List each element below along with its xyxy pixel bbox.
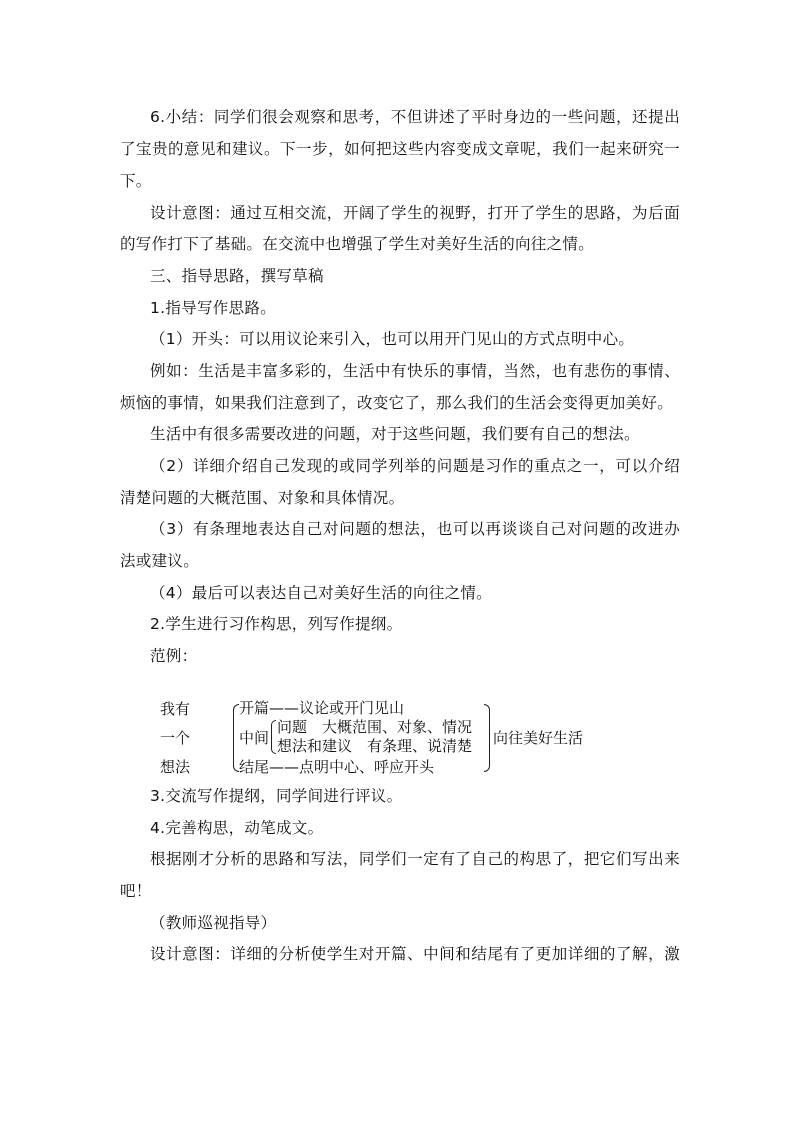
- paragraph-line: （教师巡视指导）: [150, 914, 277, 932]
- paragraph-line: 例如：生活是丰富多彩的，生活中有快乐的事情，当然，也有悲伤的事情、: [150, 362, 680, 380]
- paragraph-line: 范例：: [150, 647, 198, 665]
- paragraph-line: 下。: [120, 172, 152, 190]
- paragraph-line: 3.交流写作提纲，同学间进行评议。: [150, 787, 403, 805]
- outline-opening: 开篇——议论或开门见山: [239, 699, 405, 717]
- outline-conclusion: 向往美好生活: [493, 729, 584, 747]
- paragraph-line: 法或建议。: [120, 552, 200, 570]
- paragraph-line: 设计意图：详细的分析使学生对开篇、中间和结尾有了更加详细的了解，激: [150, 945, 680, 963]
- paragraph-line: 清楚问题的大概范围、对象和具体情况。: [120, 489, 405, 507]
- paragraph-line: （3）有条理地表达自己对问题的想法，也可以再谈谈自己对问题的改进办: [150, 520, 680, 538]
- paragraph-line: 烦恼的事情，如果我们注意到了，改变它了，那么我们的生活会变得更加美好。: [120, 394, 674, 412]
- paragraph-line: 生活中有很多需要改进的问题，对于这些问题，我们要有自己的想法。: [150, 425, 640, 443]
- paragraph-line: （2）详细介绍自己发现的或同学列举的问题是习作的重点之一，可以介绍: [150, 457, 680, 475]
- section-heading: 三、指导思路，撰写草稿: [150, 267, 324, 285]
- paragraph-line: 根据刚才分析的思路和写法，同学们一定有了自己的构思了，把它们写出来: [150, 850, 680, 868]
- paragraph-line: 了宝贵的意见和建议。下一步，如何把这些内容变成文章呢，我们一起来研究一: [120, 140, 680, 158]
- paragraph-line: 的写作打下了基础。在交流中也增强了学生对美好生活的向往之情。: [120, 235, 595, 253]
- outline-middle-item: 想法和建议 有条理、说清楚: [277, 737, 473, 755]
- outline-title-line: 想法: [160, 758, 191, 776]
- paragraph-line: （1）开头：可以用议论来引入，也可以用开门见山的方式点明中心。: [150, 330, 635, 348]
- outline-title-line: 一个: [160, 729, 191, 747]
- paragraph-line: 吧！: [120, 882, 152, 900]
- paragraph-line: 4.完善构思，动笔成文。: [150, 819, 324, 837]
- outer-right-brace: [484, 704, 490, 772]
- outline-middle-item: 问题 大概范围、对象、情况: [277, 718, 473, 736]
- inner-left-brace: [271, 720, 276, 754]
- paragraph-line: 2.学生进行习作构思，列写作提纲。: [150, 615, 403, 633]
- paragraph-line: （4）最后可以表达自己对美好生活的向往之情。: [150, 584, 492, 602]
- paragraph-line: 设计意图：通过互相交流，开阔了学生的视野，打开了学生的思路，为后面: [150, 204, 680, 222]
- outline-middle-label: 中间: [239, 729, 270, 747]
- paragraph-line: 6.小结：同学们很会观察和思考，不但讲述了平时身边的一些问题，还提出: [150, 108, 680, 126]
- outline-ending: 结尾——点明中心、呼应开头: [239, 758, 435, 776]
- paragraph-line: 1.指导写作思路。: [150, 299, 276, 317]
- outline-title-line: 我有: [160, 700, 191, 718]
